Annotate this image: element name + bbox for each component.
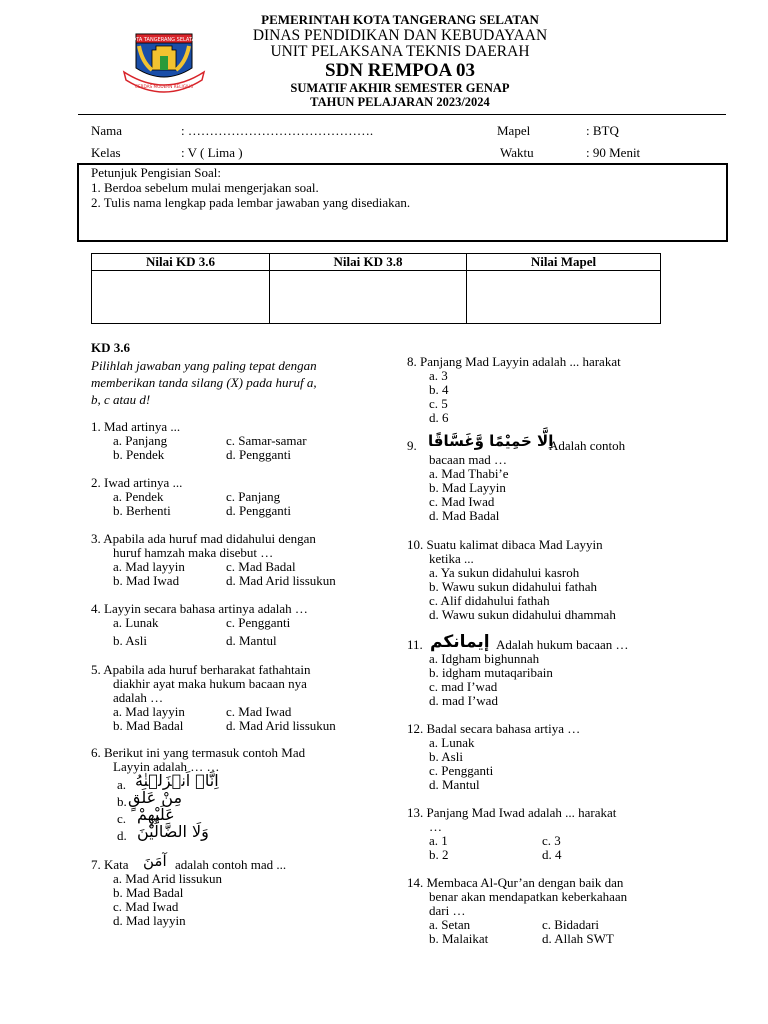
option-a[interactable]: a. 3 — [429, 368, 448, 383]
instruction-item: 2. Tulis nama lengkap pada lembar jawaban yang disediakan. — [91, 195, 411, 210]
question-text: 11. — [407, 637, 423, 652]
option-a[interactable]: a. Mad Arid lissukun — [113, 871, 223, 886]
time-label: Waktu — [500, 145, 534, 160]
question-text-cont: huruf hamzah maka disebut … — [113, 545, 274, 560]
option-b[interactable]: b. Pendek — [113, 447, 165, 462]
header-divider — [78, 114, 726, 115]
option-a[interactable]: a. Mad layyin — [113, 559, 185, 574]
question-text-cont: dari … — [429, 903, 466, 918]
option-c[interactable]: c. mad I’wad — [429, 679, 498, 694]
option-b[interactable]: b. Mad Badal — [113, 718, 184, 733]
option-b[interactable]: b. — [117, 794, 127, 809]
option-a-arabic: اِنَّاۤ اَنۡزَلۡنٰهُ — [135, 771, 219, 790]
question-text-cont: adalah … — [113, 690, 164, 705]
name-label: Nama — [91, 123, 123, 138]
question-text-cont: diakhir ayat maka hukum bacaan nya — [113, 676, 307, 691]
class-value: : V ( Lima ) — [181, 145, 243, 160]
subject-label: Mapel — [497, 123, 531, 138]
option-d[interactable]: d. Pengganti — [226, 447, 291, 462]
subject-value: : BTQ — [586, 123, 619, 138]
section-instruction: b, c atau d! — [91, 392, 151, 407]
score-header: Nilai KD 3.6 — [92, 254, 270, 271]
question-arabic: اِلَّا حَمِيْمًا وَّغَسَّاقًا — [428, 432, 554, 450]
score-table — [91, 253, 661, 324]
option-a[interactable]: a. — [117, 777, 127, 792]
option-c[interactable]: c. Mad Iwad — [113, 899, 179, 914]
option-c[interactable]: c. Panjang — [226, 489, 281, 504]
option-c[interactable]: c. 3 — [542, 833, 561, 848]
question-text-cont: bacaan mad … — [429, 452, 507, 467]
question-text: 4. Layyin secara bahasa artinya adalah … — [91, 601, 308, 616]
option-a[interactable]: a. Pendek — [113, 489, 164, 504]
option-b[interactable]: b. Wawu sukun didahului fathah — [429, 579, 598, 594]
school-name: SDN REMPOA 03 — [325, 60, 475, 81]
question-text: 14. Membaca Al-Qur’an dengan baik dan — [407, 875, 624, 890]
option-c[interactable]: c. Pengganti — [429, 763, 494, 778]
option-c[interactable]: c. Samar-samar — [226, 433, 307, 448]
header-department: DINAS PENDIDIKAN DAN KEBUDAYAAN — [252, 27, 548, 44]
option-b[interactable]: b. 2 — [429, 847, 449, 862]
option-d[interactable]: d. Allah SWT — [542, 931, 614, 946]
logo-banner-text: KOTA TANGERANG SELATAN — [129, 37, 199, 43]
question-text: 1. Mad artinya ... — [91, 419, 181, 434]
header-unit: UNIT PELAKSANA TEKNIS DAERAH — [270, 43, 530, 60]
option-a[interactable]: a. Idgham bighunnah — [429, 651, 540, 666]
question-text: 3. Apabila ada huruf mad didahului dengan — [91, 531, 316, 546]
instruction-item: 1. Berdoa sebelum mulai mengerjakan soal. — [91, 180, 319, 195]
option-a[interactable]: a. 1 — [429, 833, 448, 848]
option-a[interactable]: a. Mad Thabi’e — [429, 466, 509, 481]
question-text: 7. Kata — [91, 857, 129, 872]
option-a[interactable]: a. Mad layyin — [113, 704, 185, 719]
question-text: 9. — [407, 438, 417, 453]
question-text-cont: … — [429, 819, 442, 834]
option-b[interactable]: b. idgham mutaqaribain — [429, 665, 553, 680]
question-text: 8. Panjang Mad Layyin adalah ... harakat — [407, 354, 621, 369]
header-government: PEMERINTAH KOTA TANGERANG SELATAN — [261, 12, 539, 27]
option-d[interactable]: d. Mad Arid lissukun — [226, 573, 336, 588]
option-a[interactable]: a. Panjang — [113, 433, 168, 448]
option-c[interactable]: c. Mad Iwad — [429, 494, 495, 509]
question-arabic: إيمانكم — [430, 632, 490, 652]
option-c-arabic: عَلَيْهِمْ — [137, 805, 175, 824]
question-text: 2. Iwad artinya ... — [91, 475, 183, 490]
option-d[interactable]: d. Pengganti — [226, 503, 291, 518]
question-text-cont: Layyin adalah … … — [113, 759, 220, 774]
option-a[interactable]: a. Setan — [429, 917, 471, 932]
option-b[interactable]: b. Mad Layyin — [429, 480, 506, 495]
instructions-box — [77, 163, 728, 242]
option-d[interactable]: d. 4 — [542, 847, 562, 862]
option-d[interactable]: d. Mad layyin — [113, 913, 186, 928]
option-d[interactable]: d. mad I’wad — [429, 693, 498, 708]
logo-ribbon-text: CERDAS MODERN RELIGIUS — [135, 84, 193, 89]
option-b[interactable]: b. Mad Iwad — [113, 573, 180, 588]
question-text: 10. Suatu kalimat dibaca Mad Layyin — [407, 537, 603, 552]
option-c[interactable]: c. Mad Iwad — [226, 704, 292, 719]
option-d[interactable]: d. — [117, 828, 127, 843]
class-label: Kelas — [91, 145, 121, 160]
question-text-cont: ketika ... — [429, 551, 474, 566]
score-cell-mapel[interactable] — [467, 271, 661, 324]
option-b[interactable]: b. Asli — [429, 749, 463, 764]
option-d[interactable]: d. Mad Arid lissukun — [226, 718, 336, 733]
option-c[interactable]: c. 5 — [429, 396, 448, 411]
question-text-cont: Adalah contoh — [549, 438, 626, 453]
option-c[interactable]: c. Mad Badal — [226, 559, 296, 574]
option-b-arabic: مِنْ عَلَقٍ — [128, 788, 183, 807]
option-b[interactable]: b. 4 — [429, 382, 449, 397]
score-header: Nilai KD 3.8 — [270, 254, 467, 271]
section-title: KD 3.6 — [91, 340, 130, 355]
option-a[interactable]: a. Lunak — [113, 615, 159, 630]
question-text: 13. Panjang Mad Iwad adalah ... harakat — [407, 805, 617, 820]
option-b[interactable]: b. Asli — [113, 633, 147, 648]
instructions-title: Petunjuk Pengisian Soal: — [91, 165, 221, 180]
question-text-cont: Adalah hukum bacaan … — [496, 637, 629, 652]
option-c[interactable]: c. Pengganti — [226, 615, 291, 630]
option-a[interactable]: a. Ya sukun didahului kasroh — [429, 565, 580, 580]
option-b[interactable]: b. Berhenti — [113, 503, 171, 518]
question-text: 12. Badal secara bahasa artiya … — [407, 721, 581, 736]
question-text-cont: adalah contoh mad ... — [175, 857, 287, 872]
option-d[interactable]: d. Wawu sukun didahului dhammah — [429, 607, 616, 622]
option-a[interactable]: a. Lunak — [429, 735, 475, 750]
option-d[interactable]: d. Mantul — [226, 633, 277, 648]
name-field[interactable]: : ……………………………………. — [181, 123, 374, 138]
question-arabic: آمَنَ — [143, 852, 167, 870]
academic-year: TAHUN PELAJARAN 2023/2024 — [310, 95, 490, 109]
question-text: 5. Apabila ada huruf berharakat fathahtain — [91, 662, 311, 677]
option-d[interactable]: d. Mad Badal — [429, 508, 500, 523]
option-d[interactable]: d. Mantul — [429, 777, 480, 792]
score-header: Nilai Mapel — [467, 254, 661, 271]
section-instruction: memberikan tanda silang (X) pada huruf a, — [91, 375, 317, 390]
score-cell-kd38[interactable] — [270, 271, 467, 324]
exam-title: SUMATIF AKHIR SEMESTER GENAP — [290, 81, 510, 95]
option-c[interactable]: c. — [117, 811, 127, 826]
option-b[interactable]: b. Malaikat — [429, 931, 489, 946]
section-instruction: Pilihlah jawaban yang paling tepat dengan — [91, 358, 317, 373]
option-d[interactable]: d. 6 — [429, 410, 449, 425]
question-text-cont: benar akan mendapatkan keberkahaan — [429, 889, 628, 904]
option-c[interactable]: c. Bidadari — [542, 917, 600, 932]
option-d-arabic: وَلَا الضَّالِّيْنَ — [137, 822, 209, 841]
time-value: : 90 Menit — [586, 145, 641, 160]
option-c[interactable]: c. Alif didahului fathah — [429, 593, 550, 608]
option-b[interactable]: b. Mad Badal — [113, 885, 184, 900]
question-text: 6. Berikut ini yang termasuk contoh Mad — [91, 745, 306, 760]
score-cell-kd36[interactable] — [92, 271, 270, 324]
